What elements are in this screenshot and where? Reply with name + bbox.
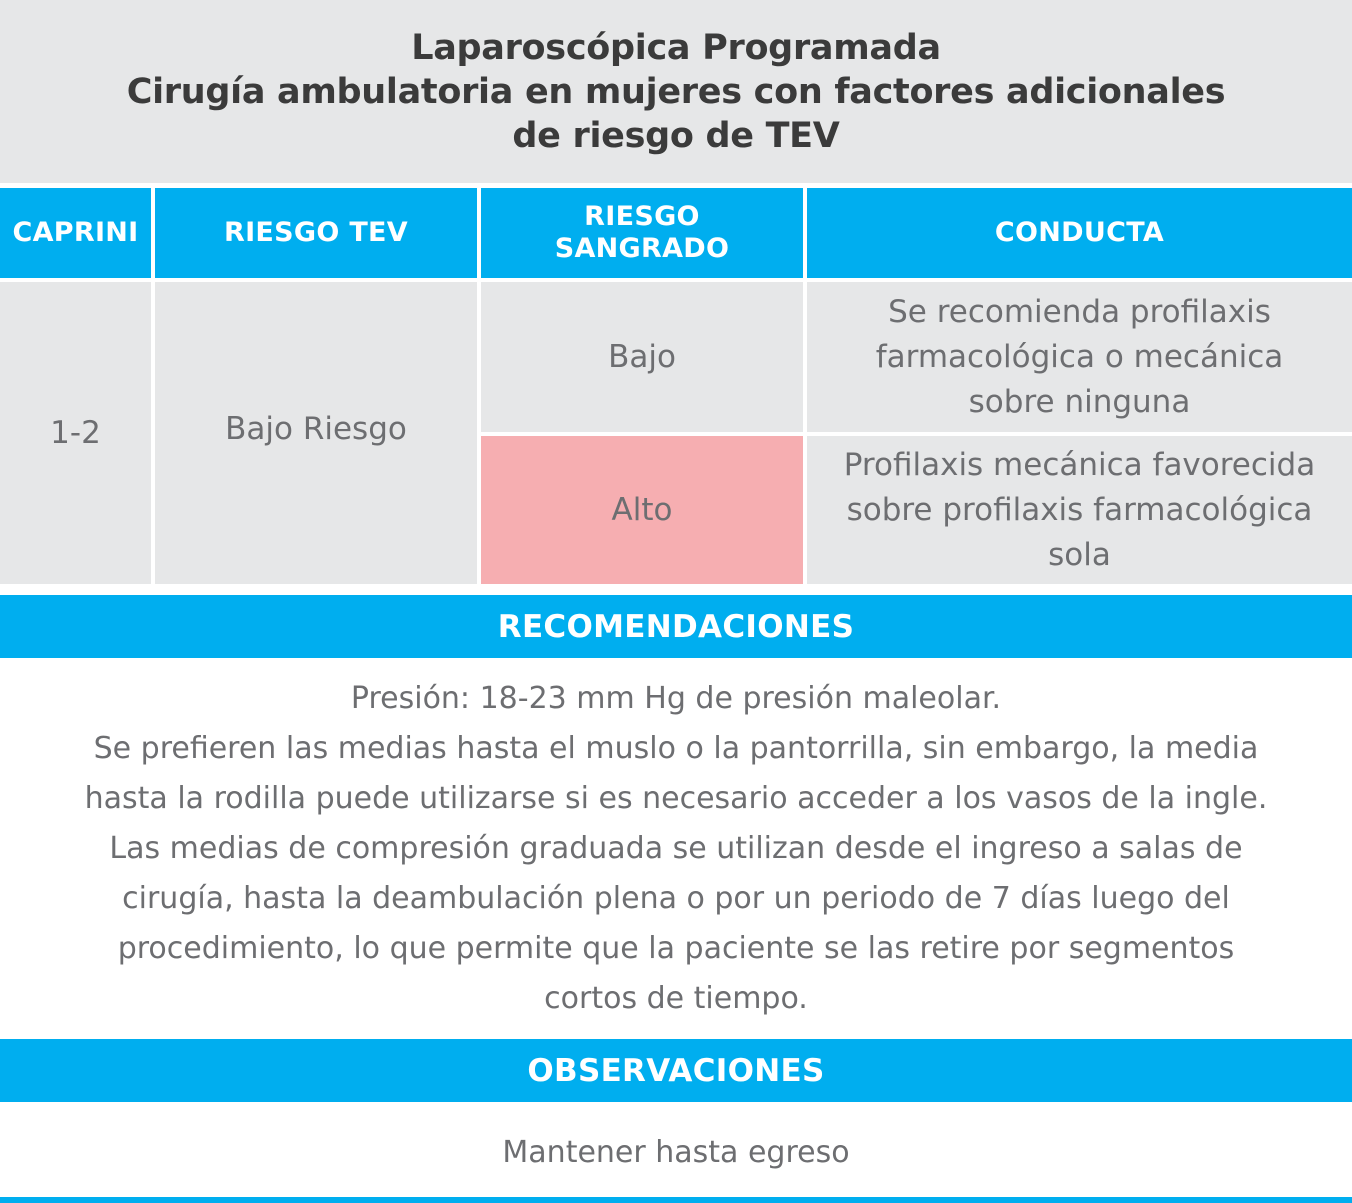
header-conducta xyxy=(807,188,1352,278)
recomendaciones-line: cortos de tiempo. xyxy=(544,981,808,1016)
recomendaciones-line: Se prefieren las medias hasta el muslo o la pantorrilla, sin embargo, la media xyxy=(93,731,1259,766)
recomendaciones-line: Las medias de compresión graduada se utilizan desde el ingreso a salas de xyxy=(109,831,1243,866)
recomendaciones-line: Presión: 18-23 mm Hg de presión maleolar. xyxy=(350,681,1002,716)
recomendaciones-line: hasta la rodilla puede utilizarse si es necesario acceder a los vasos de la ingle. xyxy=(84,781,1268,816)
title-line-3: de riesgo de TEV xyxy=(512,115,840,156)
observaciones-header xyxy=(0,1039,1352,1102)
header-caprini xyxy=(0,188,151,278)
header-caprini-label: CAPRINI xyxy=(12,217,139,248)
conducta-bajo-line: farmacológica o mecánica xyxy=(875,338,1284,375)
recomendaciones-header xyxy=(0,595,1352,658)
sangrado-bajo-value: Bajo xyxy=(608,338,676,375)
riesgo-tev-value: Bajo Riesgo xyxy=(225,410,407,447)
title-line-2: Cirugía ambulatoria en mujeres con factores adicionales xyxy=(126,71,1226,112)
conducta-alto-line: sobre profilaxis farmacológica xyxy=(846,491,1313,528)
conducta-alto-line: sola xyxy=(1048,536,1111,573)
cell-sangrado-bajo xyxy=(481,282,803,432)
conducta-bajo-line: sobre ninguna xyxy=(968,383,1191,420)
header-conducta-label: CONDUCTA xyxy=(994,217,1165,248)
observaciones-label: OBSERVACIONES xyxy=(527,1052,825,1089)
header-riesgo-tev-label: RIESGO TEV xyxy=(224,217,408,248)
cell-caprini-value xyxy=(0,282,151,584)
bottom-divider xyxy=(0,1197,1352,1203)
header-riesgo-sangrado xyxy=(481,188,803,278)
conducta-bajo-line: Se recomienda profilaxis xyxy=(888,293,1271,330)
cell-conducta-alto xyxy=(807,436,1352,584)
recomendaciones-line: cirugía, hasta la deambulación plena o por un periodo de 7 días luego del xyxy=(122,881,1230,916)
conducta-alto-line: Profilaxis mecánica favorecida xyxy=(843,446,1316,483)
observaciones-value: Mantener hasta egreso xyxy=(502,1135,850,1170)
cell-riesgo-tev-value xyxy=(155,282,477,584)
title-line-1: Laparoscópica Programada xyxy=(411,27,941,68)
sangrado-alto-value: Alto xyxy=(611,491,673,528)
title-block xyxy=(0,0,1352,183)
cell-conducta-bajo xyxy=(807,282,1352,432)
header-riesgo-sangrado-line-2: SANGRADO xyxy=(554,233,730,264)
caprini-value: 1-2 xyxy=(50,414,101,451)
recomendaciones-line: procedimiento, lo que permite que la paciente se las retire por segmentos xyxy=(117,931,1235,966)
header-riesgo-sangrado-line-1: RIESGO xyxy=(584,201,700,232)
recomendaciones-text xyxy=(0,674,1352,1024)
header-riesgo-tev xyxy=(155,188,477,278)
recomendaciones-label: RECOMENDACIONES xyxy=(497,608,855,645)
cell-sangrado-alto xyxy=(481,436,803,584)
observaciones-text xyxy=(0,1128,1352,1178)
